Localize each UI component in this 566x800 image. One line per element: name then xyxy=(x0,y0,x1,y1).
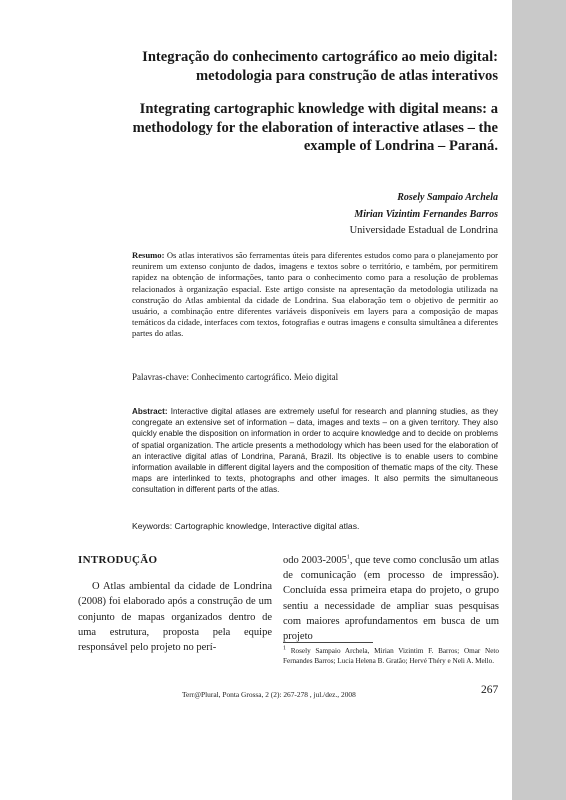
body-text: , que teve como conclusão um atlas de comunicação (em processo de impressão). Concluída essa primeira etapa do projeto, o grupo sentiu a necessidade de ampliar suas pesquisas com maiores aprofundamentos em busca de um projeto xyxy=(283,555,499,643)
section-heading: INTRODUÇÃO xyxy=(78,554,158,566)
author-institution: Universidade Estadual de Londrina xyxy=(349,225,498,236)
resumo-block xyxy=(132,250,498,340)
author-name: Rosely Sampaio Archela xyxy=(397,192,498,203)
abstract-label: Abstract: xyxy=(132,407,168,416)
footnote-ref: 1 xyxy=(346,554,350,561)
abstract-text: Interactive digital atlases are extremely useful for research and planning studies, as they congregate an extensive set of information – data, images and texts – on a given territory. They also quickly enable the disposition on information in order to acquire knowledge and to decide on problems of spatial organization. The article presents a methodology which has been used for the elaboration of an interactive digital atlas of Londrina, Paraná, Brazil. Its objective is to enable users to combine information available in different digital layers and the composition of thematic maps of the city. These maps are interlinked to texts, photographs and other images. It also permits the simultaneous consultation in different parts of the atlas. xyxy=(132,407,498,495)
body-text: odo 2003-2005 xyxy=(283,555,347,566)
body-paragraph: O Atlas ambiental da cidade de Londrina (2008) foi elaborado após a construção de um conjunto de mapas organizados dentro de uma estrutura, proposta pela equipe responsável pelo projeto no perí- xyxy=(78,581,272,654)
footnote-mark: 1 xyxy=(283,645,286,652)
title-english xyxy=(40,100,498,156)
footnote xyxy=(283,646,499,667)
left-column xyxy=(78,553,272,655)
abstract-block xyxy=(132,406,498,496)
palavras-chave: Palavras-chave: Conhecimento cartográfico. Meio digital xyxy=(132,372,339,382)
author-name: Mirian Vizintim Fernandes Barros xyxy=(354,208,498,220)
side-margin-bar xyxy=(512,0,566,800)
title-en-line: example of Londrina – Paraná. xyxy=(303,138,498,154)
title-en-line: Integrating cartographic knowledge with digital means: a xyxy=(139,101,498,117)
title-pt-line: Integração do conhecimento cartográfico ao meio digital: xyxy=(142,49,498,65)
author-block xyxy=(350,190,498,240)
title-portuguese xyxy=(40,48,498,85)
footnote-divider xyxy=(283,642,373,643)
page-footer: Terr@Plural, Ponta Grossa, 2 (2): 267-278 , jul./dez., 2008 xyxy=(182,690,356,699)
resumo-label: Resumo: xyxy=(132,250,165,260)
page-number: 267 xyxy=(481,684,499,696)
resumo-text: Os atlas interativos são ferramentas úteis para diferentes estudos como para o planejamento por reunirem um extenso conjunto de dados, imagens e textos sobre o território, e também, por permitirem rapidez na obtenção de informações, tanto para o conhecimento como para a resolução de problemas relacionados à organização espacial. Este artigo consiste na apresentação da metodologia utilizada na construção do Atlas ambiental da cidade de Londrina. Sua elaboração tem o objetivo de permitir ao usuário, a combinação entre diferentes variáveis disponíveis em layers para a composição de mapas temáticos da cidade, interfaces com textos, fotografias e outras imagens e consulta simultânea a diferentes partes do atlas. xyxy=(132,250,498,339)
title-pt-line: metodologia para construção de atlas interativos xyxy=(196,67,498,84)
keywords: Keywords: Cartographic knowledge, Interactive digital atlas. xyxy=(132,521,360,531)
title-en-line: methodology for the elaboration of interactive atlases – the xyxy=(132,119,498,136)
footnote-text: Rosely Sampaio Archela, Mirian Vizintim F. Barros; Omar Neto Fernandes Barros; Lucia Helena B. Gratão; Hervé Théry e Neli A. Mello. xyxy=(283,647,499,666)
right-column xyxy=(283,553,499,644)
